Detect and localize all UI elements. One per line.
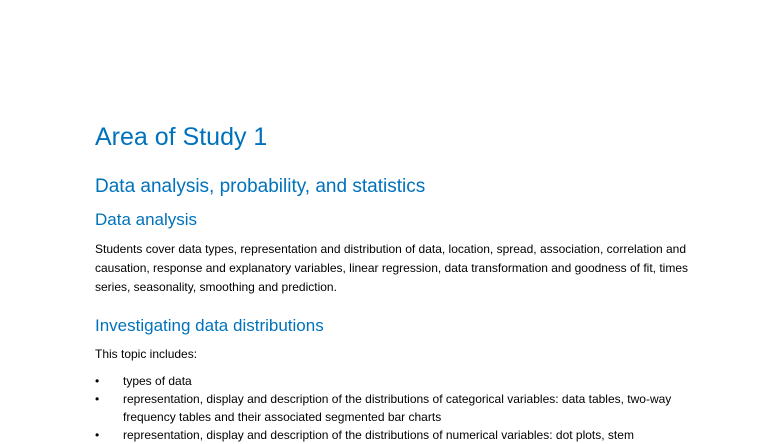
- topic-intro: This topic includes:: [95, 347, 198, 361]
- list-item-text: types of data: [123, 374, 192, 388]
- area-of-study-title: Area of Study 1: [95, 123, 268, 151]
- section-paragraph: Students cover data types, representation and distribution of data, location, spread, association, correlation and causation, response and explanatory variables, linear regression, data transformation and goodness of fit, times series, seasonality, smoothing and prediction.: [95, 242, 689, 294]
- bullet-icon: •: [95, 392, 100, 406]
- topic-bullet-list: [95, 372, 715, 444]
- topic-heading: Investigating data distributions: [95, 316, 324, 335]
- bullet-icon: •: [95, 428, 100, 442]
- list-item-text: representation, display and description of the distributions of numerical variables: dot plots, stem: [123, 428, 634, 442]
- section-heading: Data analysis: [95, 210, 198, 229]
- bullet-icon: •: [95, 374, 100, 388]
- list-item-text: representation, display and description of the distributions of categorical variables: data tables, two-way frequency tables and their associated segmented bar charts: [123, 392, 672, 424]
- list-item: [95, 390, 715, 426]
- list-item: [95, 372, 715, 390]
- list-item: [95, 426, 715, 444]
- strand-subtitle: Data analysis, probability, and statistics: [95, 176, 426, 197]
